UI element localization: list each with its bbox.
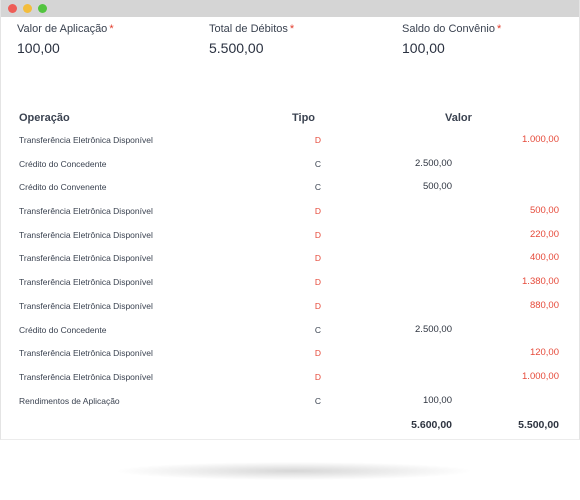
debit-value-cell: 400,00 [529,252,559,264]
close-window-icon[interactable] [8,4,17,13]
total-debitos-label: Total de Débitos * [209,23,295,35]
column-header-tipo: Tipo [292,112,316,124]
table-row [1,294,580,318]
operacao-cell: Transferência Eletrônica Disponível [19,300,153,311]
tipo-cell: D [314,135,322,145]
operacao-cell: Transferência Eletrônica Disponível [19,253,153,264]
debit-value-cell: 500,00 [529,205,559,217]
summary-fields [1,23,580,63]
debit-value-cell: 1.380,00 [522,276,559,288]
operations-table-body [1,128,580,412]
maximize-window-icon[interactable] [38,4,47,13]
table-row [1,365,580,389]
required-mark: * [109,23,114,35]
tipo-cell: C [314,395,322,406]
table-row [1,223,580,247]
tipo-cell: D [314,229,322,240]
saldo-convenio-field [402,23,501,56]
table-row [1,246,580,270]
totals-row [1,419,580,435]
table-row [1,128,580,152]
tipo-cell: C [314,324,322,335]
debit-value-cell: 220,00 [529,228,559,240]
saldo-convenio-value: 100,00 [402,40,445,56]
debit-value-cell: 120,00 [529,347,559,359]
tipo-cell: C [314,158,322,169]
tipo-cell: C [314,182,322,193]
tipo-cell: D [314,348,322,359]
credit-value-cell: 2.500,00 [415,157,452,169]
tipo-cell: D [314,277,322,288]
credit-value-cell: 2.500,00 [415,323,452,335]
operacao-cell: Crédito do Concedente [19,324,107,335]
table-row [1,318,580,342]
debit-value-cell: 1.000,00 [522,370,559,382]
tipo-cell: D [314,206,322,217]
operacao-cell: Transferência Eletrônica Disponível [19,277,153,288]
total-debitos-field [209,23,294,56]
tipo-cell: D [314,300,322,311]
credit-value-cell: 100,00 [422,394,452,406]
operacao-cell: Transferência Eletrônica Disponível [19,371,153,382]
saldo-convenio-label: Saldo do Convênio * [402,23,502,35]
table-row [1,152,580,176]
table-row [1,175,580,199]
operacao-cell: Transferência Eletrônica Disponível [19,135,153,145]
operacao-cell: Crédito do Concedente [19,158,107,169]
total-debit-value: 5.500,00 [518,419,559,431]
table-row [1,389,580,413]
window-titlebar [1,0,579,17]
operacao-cell: Crédito do Convenente [19,182,107,193]
valor-aplicacao-value: 100,00 [17,40,60,56]
debit-value-cell: 1.000,00 [522,134,559,145]
table-row [1,270,580,294]
required-mark: * [496,23,502,35]
credit-value-cell: 500,00 [422,181,452,193]
valor-aplicacao-field [17,23,114,56]
column-header-operacao: Operação [19,112,70,124]
minimize-window-icon[interactable] [23,4,32,13]
table-row [1,199,580,223]
operacao-cell: Transferência Eletrônica Disponível [19,206,153,217]
required-mark: * [289,23,295,35]
total-debitos-value: 5.500,00 [209,40,264,56]
valor-aplicacao-label: Valor de Aplicação * [17,23,114,35]
total-credit-value: 5.600,00 [411,419,452,431]
operacao-cell: Transferência Eletrônica Disponível [19,348,153,359]
column-header-valor: Valor [445,112,472,124]
table-row [1,341,580,365]
tipo-cell: D [314,253,322,264]
operacao-cell: Transferência Eletrônica Disponível [19,229,153,240]
debit-value-cell: 880,00 [529,299,559,311]
operacao-cell: Rendimentos de Aplicação [19,395,120,406]
tipo-cell: D [314,371,322,382]
window-drop-shadow [118,462,470,480]
